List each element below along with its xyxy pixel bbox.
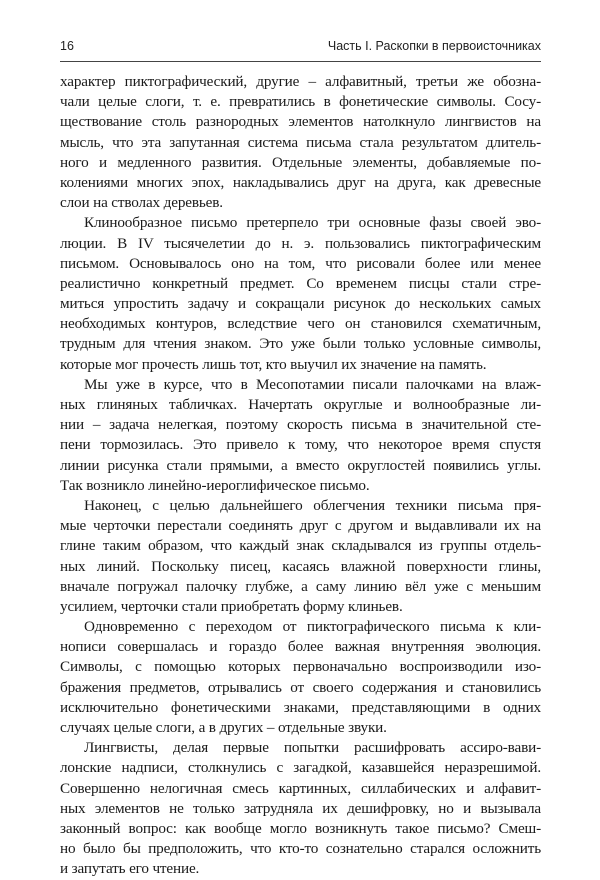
body-text: [60, 72, 541, 880]
text-line: Лингвисты, делая первые попытки расшифровать ассиро-вави-: [84, 739, 541, 757]
chapter-title: Часть I. Раскопки в первоисточниках: [327, 39, 541, 53]
text-line: случаях целые слоги, а в других – отдельные звуки.: [60, 719, 387, 736]
text-line: мые черточки перестали соединять друг с другом и выдавливали их на: [60, 517, 541, 535]
text-line: миться упростить задачу и сокращали рисунок до нескольких самых: [60, 295, 541, 313]
text-line: исключительно фонетическими знаками, представляющими в одних: [60, 698, 541, 716]
text-line: ществование столь разнородных элементов натолкнуло лингвистов на: [60, 113, 541, 131]
text-line: люции. В IV тысячелетии до н. э. пользовались пиктографическим: [60, 234, 541, 252]
text-line: чали целые слоги, т. е. превратились в фонетические символы. Сосу-: [60, 93, 541, 111]
text-line: Так возникло линейно-иероглифическое письмо.: [60, 476, 370, 494]
text-line: ных глиняных табличках. Начертать округлые и волнообразные ли-: [60, 396, 541, 413]
text-line: Клинообразное письмо претерпело три основные фазы своей эво-: [84, 214, 541, 232]
text-line: бражения предметов, отрывались от своего содержания и становились: [60, 678, 541, 696]
text-line: но было бы предположить, что кто-то сознательно старался осложнить: [60, 840, 541, 858]
text-line: Совершенно нелогичная смесь картинных, силлабических и алфавит-: [60, 779, 541, 797]
text-line: мысль, что эта запутанная система письма стала результатом длитель-: [60, 133, 541, 151]
text-line: законный вопрос: как вообще могло возникнуть такое письмо? Смеш-: [60, 819, 541, 837]
text-line: Мы уже в курсе, что в Месопотамии писали палочками на влаж-: [84, 375, 541, 393]
text-line: Одновременно с переходом от пиктографического письма к кли-: [84, 618, 541, 636]
text-line: пени тормозилась. Это привело к тому, что некоторое время спустя: [60, 436, 541, 454]
text-line: письмом. Основывалось оно на том, что рисовали более или менее: [60, 254, 541, 272]
text-line: ных линий. Поскольку писец, касаясь влажной поверхности глины,: [60, 557, 541, 575]
text-line: нии – задача нелегкая, поэтому скорость письма в значительной сте-: [60, 416, 541, 434]
text-line: линии рисунка стали прямыми, а вместо округлостей появились углы.: [60, 456, 541, 474]
text-line: нописи совершалась и гораздо более важная внутренняя эволюция.: [60, 638, 541, 656]
paragraph: [60, 375, 541, 496]
text-line: Наконец, с целью дальнейшего облегчения техники письма пря-: [84, 496, 541, 514]
paragraph: [60, 617, 541, 738]
text-line: характер пиктографический, другие – алфавитный, третьи же обозна-: [60, 73, 541, 90]
text-line: усилием, черточки стали приобретать форму клиньев.: [60, 597, 403, 615]
page-number: 16: [60, 39, 74, 53]
paragraph: [60, 738, 541, 879]
text-line: вначале погружал палочку глубже, а саму линию вёл уже с меньшим: [60, 577, 541, 595]
text-line: необходимых контуров, вследствие чего он становился схематичным,: [60, 315, 541, 333]
paragraph: [60, 496, 541, 617]
text-line: Символы, с помощью которых первоначально воспроизводили изо-: [60, 658, 541, 676]
text-line: и запутать его чтение.: [60, 860, 200, 878]
text-line: колениями многих эпох, накладывались друг на друга, как древесные: [60, 173, 541, 191]
paragraph: [60, 213, 541, 375]
running-head: [60, 35, 541, 62]
text-line: глине таким образом, что каждый знак складывался из группы отдель-: [60, 537, 541, 555]
text-line: трудным для чтения знаком. Это уже были только условные символы,: [60, 335, 541, 353]
text-line: ных элементов не только затрудняла их дешифровку, но и вызывала: [60, 799, 541, 817]
text-line: лонские надписи, столкнулись с загадкой, казавшейся неразрешимой.: [60, 759, 541, 777]
text-line: слои на стволах деревьев.: [60, 194, 223, 212]
text-line: реалистично конкретный предмет. Со временем писцы стали стре-: [60, 274, 541, 292]
text-line: которые мог прочесть лишь тот, кто выучил их значение на память.: [60, 355, 487, 373]
text-line: ного и медленного развития. Отдельные элементы, добавляемые по-: [60, 153, 541, 171]
paragraph: [60, 72, 541, 213]
